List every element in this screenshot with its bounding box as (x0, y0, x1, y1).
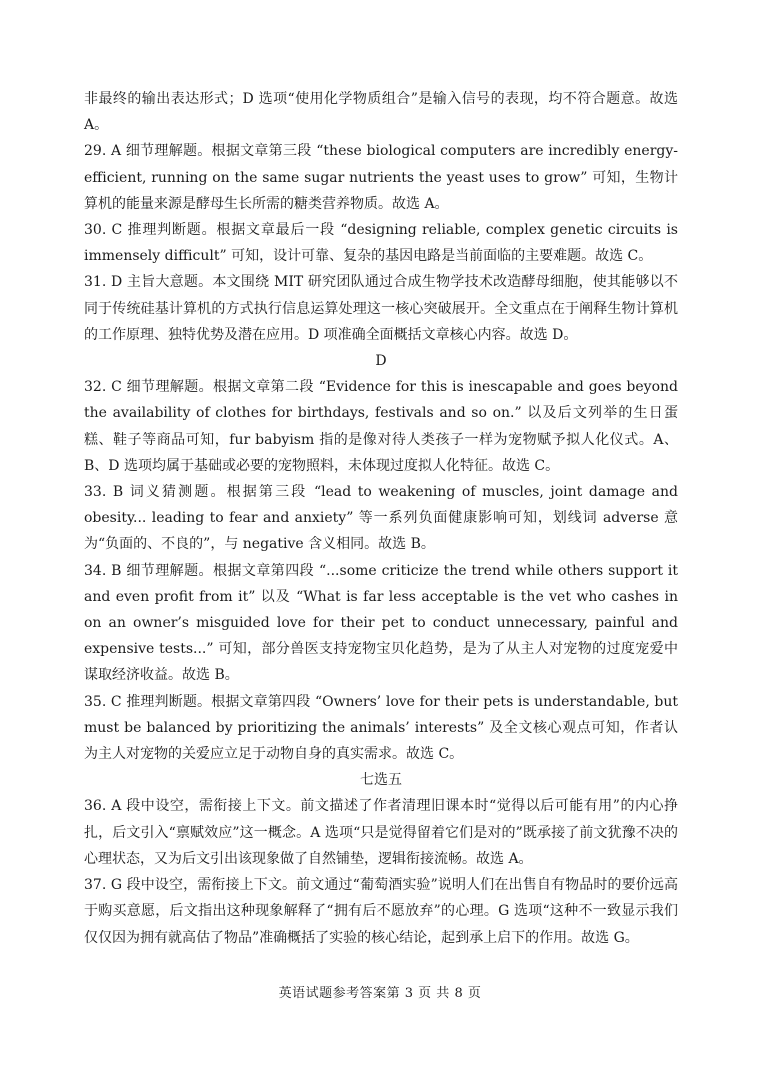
answer-content (84, 86, 678, 951)
section-heading: 七选五 (360, 772, 402, 789)
section-heading: D (375, 353, 387, 370)
answer-paragraph: 35. C 推理判断题。根据文章第四段 “Owners’ love for their pets is understandable, but must be balanced by prioritizing the animals’ interests” 及全文核心观点可知，作者认为主人对宠物的关爱应立足于动物自身的真实需求。故选 C。 (84, 693, 678, 763)
answer-paragraph: 29. A 细节理解题。根据文章第三段 “these biological computers are incredibly energy-efficient, running on the same sugar nutrients the yeast uses to grow” 可知，生物计算机的能量来源是酵母生长所需的糖类营养物质。故选 A。 (84, 143, 678, 212)
answer-paragraph: 34. B 细节理解题。根据文章第四段 “...some criticize the trend while others support it and even profit from it” 以及 “What is far less acceptable is the vet who cashes in on an owner’s misguided love for their pet to conduct unnecessary, painful and expensive tests...” 可知，部分兽医支持宠物宝贝化趋势，是为了从主人对宠物的过度宠爱中谋取经济收益。故选 B。 (84, 562, 678, 684)
answer-paragraph: 30. C 推理判断题。根据文章最后一段 “designing reliable, complex genetic circuits is immensely difficult” 可知，设计可靠、复杂的基因电路是当前面临的主要难题。故选 C。 (84, 222, 678, 265)
answer-paragraph: 33. B 词义猜测题。根据第三段 “lead to weakening of muscles, joint damage and obesity... leading to fear and anxiety” 等一系列负面健康影响可知，划线词 adverse 意为“负面的、不良的”，与 negative 含义相同。故选 B。 (84, 484, 678, 553)
answer-paragraph: 31. D 主旨大意题。本文围绕 MIT 研究团队通过合成生物学技术改造酵母细胞，使其能够以不同于传统硅基计算机的方式执行信息运算处理这一核心突破展开。全文重点在于阐释生物计算机的工作原理、独特优势及潜在应用。D 项准确全面概括文章核心内容。故选 D。 (84, 274, 678, 343)
answer-paragraph: 36. A 段中设空，需衔接上下文。前文描述了作者清理旧课本时“觉得以后可能有用”的内心挣扎，后文引入“禀赋效应”这一概念。A 选项“只是觉得留着它们是对的”既承接了前文犹豫不决的心理状态，又为后文引出该现象做了自然铺垫，逻辑衔接流畅。故选 A。 (84, 798, 678, 867)
page-footer: 英语试题参考答案第 3 页 共 8 页 (278, 986, 482, 1001)
answer-paragraph: 37. G 段中设空，需衔接上下文。前文通过“葡萄酒实验”说明人们在出售自有物品时的要价远高于购买意愿，后文指出这种现象解释了“拥有后不愿放弃”的心理。G 选项“这种不一致显示我们仅仅因为拥有就高估了物品”准确概括了实验的核心结论，起到承上启下的作用。故选 G。 (84, 877, 678, 946)
answer-paragraph: 非最终的输出表达形式；D 选项“使用化学物质组合”是输入信号的表现，均不符合题意。故选 A。 (84, 91, 678, 134)
answer-paragraph: 32. C 细节理解题。根据文章第二段 “Evidence for this is inescapable and goes beyond the availability of clothes for birthdays, festivals and so on.” 以及后文列举的生日蛋糕、鞋子等商品可知，fur babyism 指的是像对待人类孩子一样为宠物赋予拟人化仪式。A、B、D 选项均属于基础或必要的宠物照料，未体现过度拟人化特征。故选 C。 (84, 379, 678, 474)
